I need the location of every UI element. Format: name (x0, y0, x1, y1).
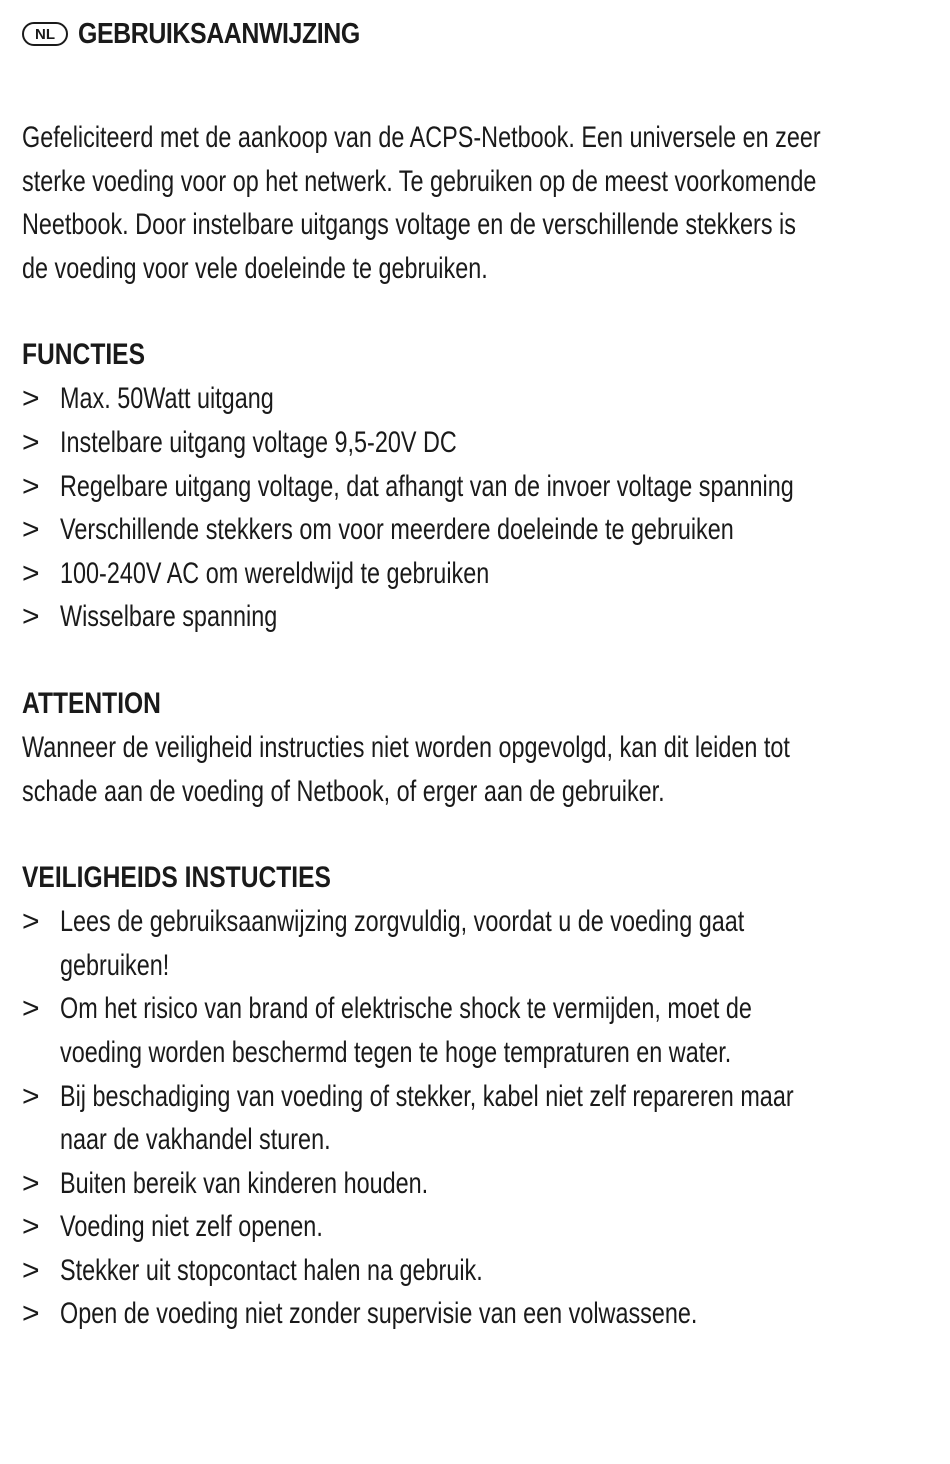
bullet-item (22, 1205, 922, 1249)
bullet-line: gebruiken! (60, 948, 170, 982)
bullet-marker: > (22, 1210, 40, 1244)
bullet-marker: > (22, 600, 40, 634)
bullet-marker: > (22, 1253, 40, 1287)
manual-page (22, 14, 922, 1336)
intro-paragraph (22, 116, 922, 290)
intro-line: Gefeliciteerd met de aankoop van de ACPS-Netbook. Een universele en zeer (22, 121, 821, 154)
bullet-marker: > (22, 1297, 40, 1331)
bullet-text (60, 1292, 922, 1336)
bullet-item (22, 595, 922, 639)
bullet-item (22, 508, 922, 552)
bullet-line: Om het risico van brand of elektrische shock te vermijden, moet de (60, 992, 752, 1026)
bullet-line: Wisselbare spanning (60, 600, 278, 634)
bullet-text (60, 421, 922, 465)
bullet-marker: > (22, 1079, 40, 1113)
bullet-line: Verschillende stekkers om voor meerdere doeleinde te gebruiken (60, 513, 734, 547)
bullet-item (22, 1162, 922, 1206)
bullet-line: Lees de gebruiksaanwijzing zorgvuldig, voordat u de voeding gaat (60, 905, 745, 939)
bullet-marker: > (22, 469, 40, 503)
bullet-line: voeding worden beschermd tegen te hoge tempraturen en water. (60, 1035, 732, 1069)
bullet-item (22, 552, 922, 596)
bullet-item (22, 1075, 922, 1162)
attention-line: schade aan de voeding of Netbook, of erger aan de gebruiker. (22, 774, 665, 808)
bullet-line: 100-240V AC om wereldwijd te gebruiken (60, 556, 490, 590)
document-header (22, 14, 922, 54)
bullet-item (22, 1249, 922, 1293)
bullet-line: Instelbare uitgang voltage 9,5-20V DC (60, 425, 457, 459)
bullet-item (22, 1292, 922, 1336)
intro-line: de voeding voor vele doeleinde te gebruiken. (22, 251, 488, 285)
bullet-text (60, 1162, 922, 1206)
bullet-text (60, 595, 922, 639)
document-title: GEBRUIKSAANWIJZING (78, 17, 360, 50)
attention-line: Wanneer de veiligheid instructies niet worden opgevolgd, kan dit leiden tot (22, 730, 790, 764)
attention-section (22, 682, 922, 813)
bullet-text (60, 900, 922, 987)
intro-line: sterke voeding voor op het netwerk. Te gebruiken op de meest voorkomende (22, 164, 817, 198)
bullet-text (60, 377, 922, 421)
bullet-line: Voeding niet zelf openen. (60, 1210, 323, 1244)
bullet-marker: > (22, 992, 40, 1026)
veiligheid-section (22, 856, 922, 1336)
bullet-line: Regelbare uitgang voltage, dat afhangt van de invoer voltage spanning (60, 469, 794, 503)
bullet-marker: > (22, 905, 40, 939)
bullet-line: Max. 50Watt uitgang (60, 382, 274, 416)
bullet-text (60, 508, 922, 552)
attention-heading: ATTENTION (22, 686, 161, 720)
bullet-item (22, 987, 922, 1074)
functies-section (22, 333, 922, 639)
bullet-marker: > (22, 556, 40, 590)
bullet-line: Open de voeding niet zonder supervisie van een volwassene. (60, 1297, 698, 1331)
bullet-text (60, 987, 922, 1074)
bullet-text (60, 1075, 922, 1162)
veiligheid-list (22, 900, 922, 1336)
bullet-marker: > (22, 513, 40, 547)
language-badge: NL (22, 22, 68, 46)
bullet-item (22, 465, 922, 509)
bullet-text (60, 1249, 922, 1293)
intro-line: Neetbook. Door instelbare uitgangs voltage en de verschillende stekkers is (22, 208, 796, 242)
veiligheid-heading: VEILIGHEIDS INSTUCTIES (22, 861, 331, 895)
bullet-text (60, 1205, 922, 1249)
bullet-marker: > (22, 382, 40, 416)
functies-list (22, 377, 922, 639)
bullet-text (60, 552, 922, 596)
bullet-marker: > (22, 425, 40, 459)
bullet-line: Buiten bereik van kinderen houden. (60, 1166, 429, 1200)
bullet-item (22, 900, 922, 987)
bullet-marker: > (22, 1166, 40, 1200)
bullet-line: Bij beschadiging van voeding of stekker, kabel niet zelf repareren maar (60, 1079, 794, 1113)
bullet-line: Stekker uit stopcontact halen na gebruik. (60, 1253, 483, 1287)
bullet-item (22, 421, 922, 465)
functies-heading: FUNCTIES (22, 338, 145, 372)
bullet-line: naar de vakhandel sturen. (60, 1123, 331, 1157)
bullet-item (22, 377, 922, 421)
bullet-text (60, 465, 922, 509)
